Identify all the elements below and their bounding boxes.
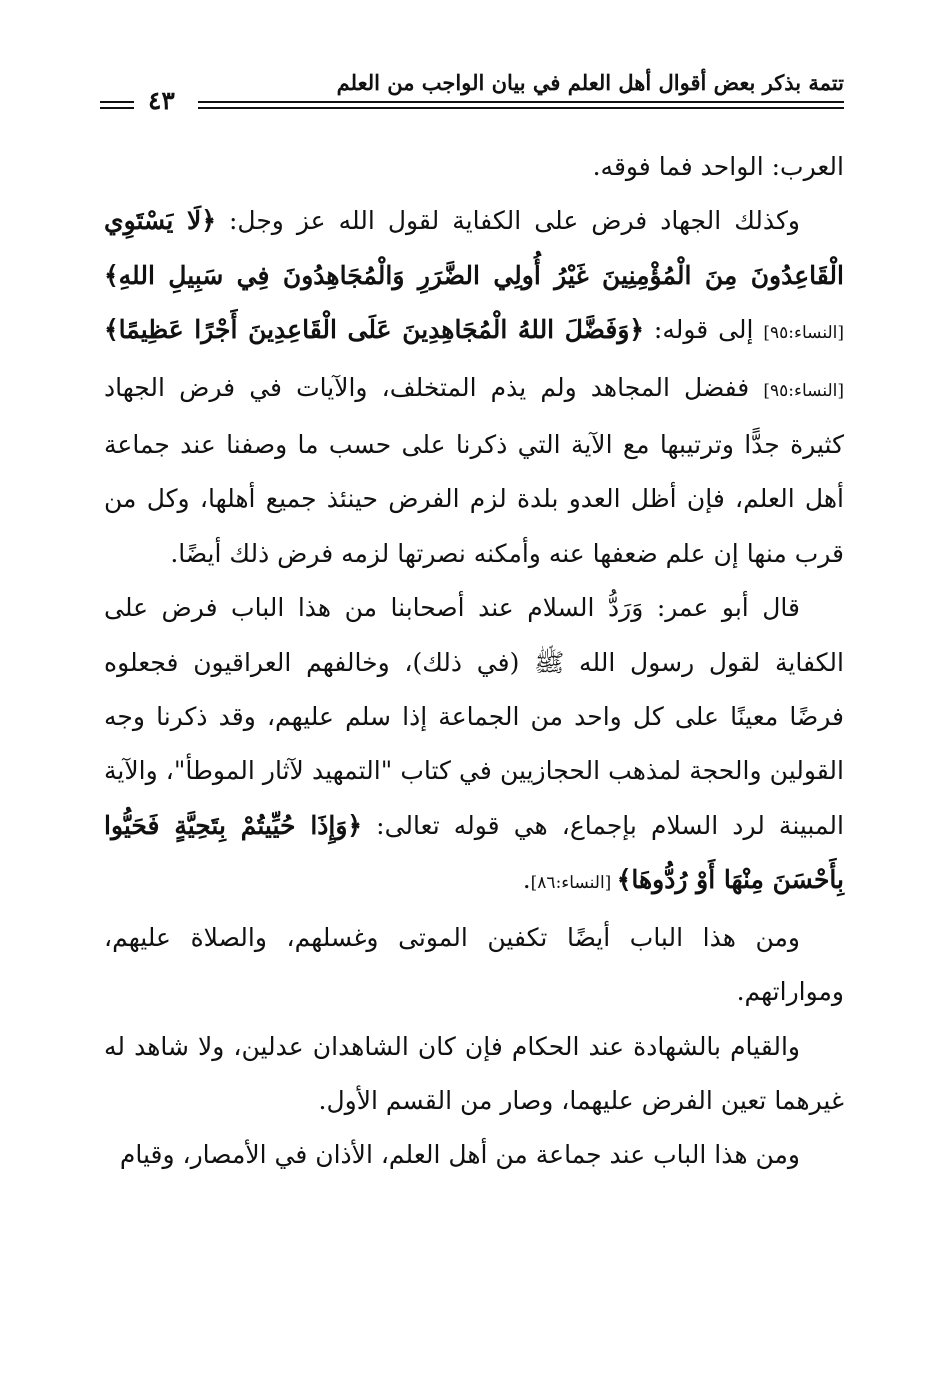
paragraph-jihad [104,194,844,581]
paragraph: ومن هذا الباب عند جماعة من أهل العلم، الأذان في الأمصار، وقيام [119,1140,800,1170]
paragraph-text: . [522,865,531,895]
header-rule [198,101,844,109]
page-header [100,70,844,124]
page-number: ٤٣ [148,86,175,115]
quran-verse: ﴿وَفَضَّلَ اللهُ الْمُجَاهِدِينَ عَلَى الْقَاعِدِينَ أَجْرًا عَظِيمًا﴾ [104,315,645,345]
page-number-rule [100,101,134,109]
verse-reference: [النساء:٩٥] [763,380,844,401]
paragraph-text: إلى قوله: [644,315,764,345]
paragraph: والقيام بالشهادة عند الحكام فإن كان الشاهدان عدلين، ولا شاهد له غيرهما تعين الفرض عليهما، وصار من القسم الأول. [104,1031,844,1115]
verse-reference: [النساء:٩٥] [763,323,844,344]
running-title: تتمة بذكر بعض أقوال أهل العلم في بيان الواجب من العلم [336,70,844,95]
quran-verse: ﴿وَإِذَا حُيِّيتُمْ بِتَحِيَّةٍ فَحَيُّوا بِأَحْسَنَ مِنْهَا أَوْ رُدُّوهَا﴾ [104,810,844,895]
verse-reference: [النساء:٨٦] [530,873,617,894]
paragraph: ومن هذا الباب أيضًا تكفين الموتى وغسلهم، والصلاة عليهم، ومواراتهم. [104,922,844,1007]
body-text [104,140,844,1183]
quran-verse: ﴿لَا يَسْتَوِي الْقَاعِدُونَ مِنَ الْمُؤْمِنِينَ غَيْرُ أُولِي الضَّرَرِ وَالْمُجَاهِدُونَ فِي سَبِيلِ اللهِ﴾ [104,206,844,290]
paragraph: العرب: الواحد فما فوقه. [592,152,844,181]
paragraph-text: ففضل المجاهد ولم يذم المتخلف، والآيات في فرض الجهاد كثيرة جدًّا وترتيبها مع الآية التي ذكرنا على حسب ما وصفنا عند جماعة أهل العلم، فإن أظل العدو بلدة لزم الفرض حينئذ جميع أهلها، وكل من قرب منها إن علم ضعفها عنه وأمكنه نصرتها لزمه فرض ذلك أيضًا. [104,372,844,568]
paragraph-text: وكذلك الجهاد فرض على الكفاية لقول الله عز وجل: [215,206,800,236]
paragraph-salam [104,581,844,910]
paragraph-text: قال أبو عمر: وَرَدُّ السلام عند أصحابنا من هذا الباب فرض على الكفاية لقول رسول الله ﷺ (في ذلك)، وخالفهم العراقيون فجعلوه فرضًا معينًا على كل واحد من الجماعة إذا سلم عليهم، وقد ذكرنا وجه القولين والحجة لمذهب الحجازيين في كتاب "التمهيد لآثار الموطأ"، والآية المبينة لرد السلام بإجماع، هي قوله تعالى: [104,593,844,840]
